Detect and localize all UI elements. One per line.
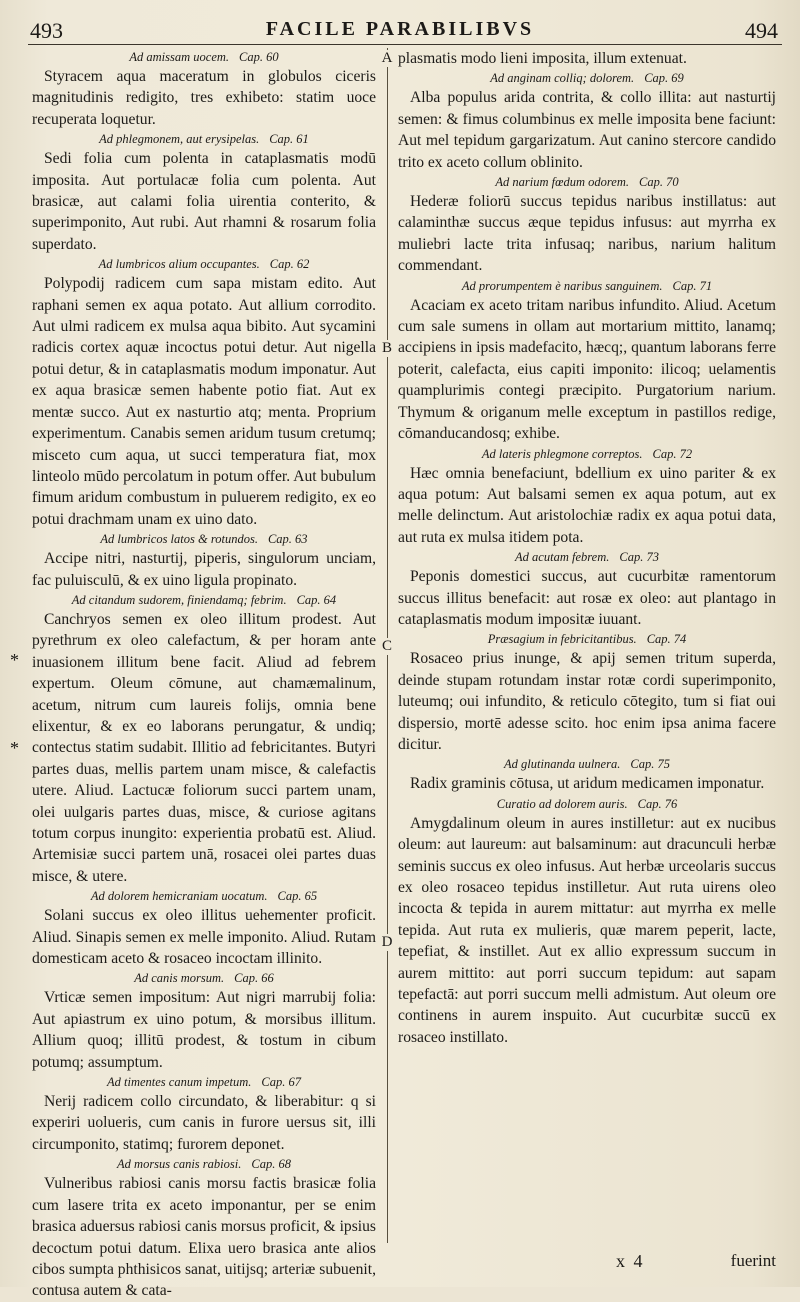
chapter-number: Cap. 62 [269, 257, 310, 272]
chapter-heading [398, 278, 776, 295]
chapter-number: Cap. 60 [239, 50, 279, 64]
chapter-title: Ad canis morsum. [134, 971, 225, 986]
chapter-text: Acaciam ex aceto tritam naribus infundito. Aliud. Acetum cum sale sumens in ollam aut mortarium mittito, lanamq; accipiens in ipsis madefacito, hæcq;, quantum laborans ferre poterit, calefacta, eius capiti imponito: ilicoq; uelamentis quamplurimis contegi præcipito. Purgatorium narium. Thymum & origanum melle exceptum in pastillos redige, cōmanducandosq; exhibe. [398, 296, 776, 443]
chapter-number: Cap. 70 [638, 175, 679, 190]
chapter-title: Ad lumbricos latos & rotundos. [100, 532, 258, 547]
chapter-number: Cap. 73 [619, 550, 659, 565]
chapter-heading [32, 970, 376, 987]
chapter-number: Cap. 75 [630, 757, 670, 772]
margin-letter-d: D [381, 934, 393, 950]
chapter-heading [32, 888, 376, 905]
margin-asterisk: * [10, 650, 19, 670]
chapter-heading [398, 631, 776, 648]
chapter-title: Ad lumbricos alium occupantes. [98, 257, 260, 272]
catchword: fuerint [730, 1251, 776, 1270]
chapter-text: Nerij radicem collo circundato, & liberabitur: q si experiri uolueris, cum canis in furore uersus sit, illi circumponito, statimq; furorem deponet. [32, 1093, 376, 1153]
chapter-text: Styracem aqua maceratum in globulos ciceris magnitudinis redigito, tres exhibeto: statim uoce recuperata loquetur. [32, 68, 376, 128]
chapter-text: Polypodij radicem cum sapa mistam edito. Aut raphani semen ex aqua potato. Aut allium corrodito. Aut ulmi radicem ex mulsa aqua bibito. Aut sycamini radicis cortex aquæ incoctus potui detur. Aut nigella potui detur, & in cataplasmatis modum imponatur. Aut ex aqua brasicæ semen habente potio fiat. Aut ex mentæ succo. Aut ex nasturtio atq; menta. Proprium experimentum. Canabis semen aridum tusum cretumq; misceto cum aqua, ut succi temperatura fiat, mox linteolo mūdo percolatum in potum offer. Aut bubulum fimum aridum combustum in puluerem redigito, ex eo potui drachmam unam ex uino dato. [32, 275, 376, 528]
chapter-title: Ad glutinanda uulnera. [504, 757, 621, 772]
chapter-text: Hederæ foliorū succus tepidus naribus instillatus: aut calaminthæ succus æque tepidus infusus: aut myrrha ex muliebri lacte trita infusaq; naribus, narium halitum commendant. [398, 193, 776, 275]
chapter-number: Cap. 72 [652, 446, 693, 461]
running-title: FACILE PARABILIBVS [265, 18, 535, 40]
chapter-title: Ad phlegmonem, aut erysipelas. [99, 132, 260, 147]
chapter-heading [398, 796, 776, 813]
chapter-title: Ad acutam febrem. [515, 550, 610, 565]
chapter-title: Ad dolorem hemicraniam uocatum. [90, 889, 268, 904]
chapter-number: Cap. 64 [296, 592, 337, 607]
chapter-text: Canchryos semen ex oleo illitum prodest. Aut pyrethrum ex oleo calefactum, & per horam ante inuasionem illitum bene facit. Aliud ad febrem expertum. Oleum cōmune, aut chamæmalinum, acetum, nitrum cum laureis folijs, omnia bene elixentur, & ex eo laborans perungatur, & undiq; contectus statim sudabit. Illitio ad febricitantes. Butyri partes duas, mellis partem unam misce, & calefactis utere. Aliud. Lactucæ foliorum succi partem unam, olei uulgaris partes duas, misce, & curiose agitans totum corpus inungito: experientia probatū est. Aliud. Artemisiæ succi partem unā, rosacei olei partes duas misce, & utere. [32, 610, 376, 885]
left-page-number: 493 [30, 18, 63, 43]
chapter-text: Sedi folia cum polenta in cataplasmatis modū imposita. Aut portulacæ folia cum polenta. Aut brasicæ, aut calami folia uirentia conterito, & superimponito, Aut rubi. Aut rhamni & rosarum folia superdato. [32, 150, 376, 253]
left-column [32, 48, 376, 1300]
chapter-title: Ad lateris phlegmone correptos. [481, 446, 643, 461]
chapter-heading [32, 1074, 376, 1091]
page-footer [0, 1251, 800, 1273]
chapter-heading [32, 256, 376, 273]
chapter-heading [32, 531, 376, 548]
chapter-title: Ad narium fœdum odorem. [495, 175, 629, 190]
chapter-text: Amygdalinum oleum in aures instilletur: aut ex nucibus oleum: aut laureum: aut balsaminum: aut dracunculi herbæ seminis succus ex oleo infusus. Aut herbæ urceolaris succus ex oleo rosaceo tepidus instilletur. Aut ruta uirens oleo incocta & tepida in aurem mittatur: aut myrrha ex melle tepida. Aut ruta ex mulieris, quæ marem peperit, lacte, tepefiat, & instillet. Aut ex allio expressum succum in aurem mittito: aut porri succum tepidum: aut sapam tepefactā: aut porri succum melli admistum. Aut oleum ore continens in aurem inspuito. Aut cucurbitæ succū ex rosaceo instillato. [398, 814, 776, 1046]
chapter-title: Ad citandum sudorem, finiendamq; febrim. [71, 592, 287, 607]
chapter-heading [398, 756, 776, 773]
running-head [0, 18, 800, 44]
signature-mark: x 4 [616, 1251, 645, 1271]
chapter-number: Cap. 61 [269, 132, 309, 147]
chapter-title: Ad prorumpentem è naribus sanguinem. [461, 278, 663, 293]
header-rule [28, 44, 782, 45]
chapter-number: Cap. 68 [251, 1157, 291, 1172]
chapter-title: Ad morsus canis rabiosi. [117, 1157, 242, 1172]
chapter-text: Accipe nitri, nasturtij, piperis, singulorum unciam, fac puluisculū, & ex uino ligula propinato. [32, 550, 376, 589]
chapter-heading [398, 174, 776, 191]
chapter-heading [398, 549, 776, 566]
chapter-title: Præsagium in febricitantibus. [487, 632, 637, 647]
chapter-title: Curatio ad dolorem auris. [496, 796, 628, 811]
margin-asterisk: * [10, 738, 19, 758]
chapter-text: Peponis domestici succus, aut cucurbitæ ramentorum succus illitus benefacit: aut rosæ ex oleo: aut plantago in cataplasmatis modum impositæ iuuant. [398, 568, 776, 628]
chapter-heading [32, 131, 376, 148]
chapter-text: Vulneribus rabiosi canis morsu factis brasicæ folia cum lasere trita ex aceto imponantur, per se enim brasica aduersus rabiosi canis morsus proficit, & ipsius decoctum potui datum. Elixa uero brasica ante alios cibos sumpta phthisicos sanat, uitijsq; arteriæ subuenit, contusa autem & cata- [32, 1175, 376, 1300]
chapter-text: Radix graminis cōtusa, ut aridum medicamen imponatur. [410, 775, 765, 793]
chapter-heading [398, 446, 776, 463]
chapter-number: Cap. 66 [234, 971, 274, 986]
chapter-text: Hæc omnia benefaciunt, bdellium ex uino pariter & ex aqua potum: Aut balsami semen ex aqua potum, aut ex melle delinctum. Aut aristolochiæ radix ex aqua potui data, aut ruta ex mulsa itidem pota. [398, 464, 776, 546]
right-page-number: 494 [745, 18, 778, 43]
chapter-number: Cap. 74 [646, 632, 687, 647]
margin-letter-b: B [381, 340, 392, 356]
chapter-number: Cap. 71 [672, 278, 713, 293]
chapter-number: Cap. 63 [267, 532, 308, 547]
chapter-title: Ad anginam colliq; dolorem. [490, 71, 635, 86]
chapter-number: Cap. 69 [644, 71, 684, 86]
chapter-number: Cap. 65 [277, 889, 318, 904]
chapter-heading [32, 49, 376, 66]
margin-letter-c: C [381, 638, 392, 654]
right-column [398, 48, 776, 1243]
chapter-title: Ad amissam uocem. [129, 50, 230, 64]
chapter-text: Rosaceo prius inunge, & apij semen tritum superda, deinde stupam rotundam instar rotæ cordi superimponito, luteumq; oui infundito, & reticulo cōtegito, tum si fiat oui dispersio, mortē adesse scito. hoc enim ipsa anima facere dicitur. [398, 650, 776, 753]
chapter-heading [32, 592, 376, 609]
chapter-text: Alba populus arida contrita, & collo illita: aut nasturtij semen: & fimus columbinus ex melle imposita bene faciunt: Aut mel tepidum gargarizatum. Aut canino stercore candido trito ex aceto collum oblinito. [398, 89, 776, 171]
chapter-number: Cap. 76 [637, 796, 678, 811]
chapter-title: Ad timentes canum impetum. [106, 1075, 252, 1090]
chapter-text: plasmatis modo lieni imposita, illum extenuat. [398, 50, 687, 67]
chapter-number: Cap. 67 [261, 1075, 301, 1090]
chapter-heading [32, 1156, 376, 1173]
chapter-text: Vrticæ semen impositum: Aut nigri marrubij folia: Aut apiastrum ex uino potum, & morsibus illitum. Allium quoq; illitū prodest, & tostum in cibum potumq; assumptum. [32, 989, 376, 1071]
chapter-text: Solani succus ex oleo illitus uehementer proficit. Aliud. Sinapis semen ex melle imponito. Aliud. Rutam domesticam aceto & rosaceo incoctam illinito. [32, 907, 376, 968]
chapter-heading [398, 70, 776, 87]
margin-letter-a: A [381, 50, 393, 66]
